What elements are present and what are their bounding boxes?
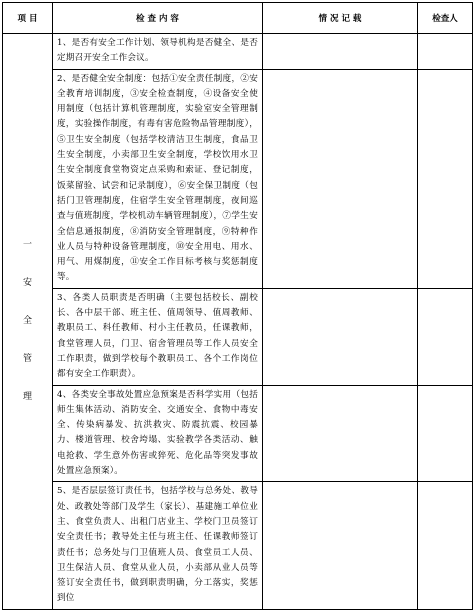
check-item-4: 4、各类安全事故处置应急预案是否科学实用（包括师生集体活动、消防安全、交通安全、食物中毒安全、传染病暴发、抗洪救灾、防震抗震、校园暴力、楼道管理、校舍垮塌、实验教学各类活动、触电抢救、学生意外伤害或猝死、危化品等突发事故处置应急预案）。 — [53, 385, 263, 482]
inspector-cell-3[interactable] — [418, 288, 473, 385]
check-item-3: 3、各类人员职责是否明确（主要包括校长、副校长、各中层干部、班主任、值周领导、值周教师、教职员工、科任教师、村小主任教员，任课教师，食堂管理人员，门卫、宿舍管理员等工作人员安全工作职责，做到学校每个教职员工、各个工作岗位都有安全工作职责）。 — [53, 288, 263, 385]
project-char: 一 — [22, 240, 32, 251]
header-project: 项 目 — [3, 3, 53, 34]
table-row — [3, 34, 473, 70]
inspection-table — [2, 2, 473, 610]
table-row — [3, 288, 473, 385]
header-record: 情 况 记 载 — [263, 3, 418, 34]
project-char: 管 — [22, 354, 32, 365]
project-title — [23, 226, 32, 416]
inspector-cell-4[interactable] — [418, 385, 473, 482]
header-row — [3, 3, 473, 34]
project-cell — [3, 34, 53, 610]
table-row — [3, 385, 473, 482]
inspector-cell-1[interactable] — [418, 34, 473, 70]
record-cell-1[interactable] — [263, 34, 418, 70]
record-cell-3[interactable] — [263, 288, 418, 385]
record-cell-2[interactable] — [263, 69, 418, 288]
project-char: 安 — [22, 278, 32, 289]
project-char: 全 — [22, 316, 32, 327]
header-check-content: 检 查 内 容 — [53, 3, 263, 34]
table-row — [3, 482, 473, 609]
table-row — [3, 69, 473, 288]
inspector-cell-2[interactable] — [418, 69, 473, 288]
record-cell-5[interactable] — [263, 482, 418, 609]
check-item-5: 5、是否层层签订责任书，包括学校与总务处、教导处、政教处等部门及学生（家长）、基建施工单位业主、食堂负责人、出租门店业主、学校门卫员签订安全责任书；教导处主任与班主任、任课教师签订责任书；总务处与门卫值班人员、食堂员工人员、卫生保洁人员、食堂从业人员，小卖部从业人员等签订安全责任书，做到职责明确，分工落实，奖惩到位 — [53, 482, 263, 609]
record-cell-4[interactable] — [263, 385, 418, 482]
project-char: 理 — [22, 392, 32, 403]
check-item-1: 1、是否有安全工作计划、领导机构是否健全、是否定期召开安全工作会议。 — [53, 34, 263, 70]
inspector-cell-5[interactable] — [418, 482, 473, 609]
check-item-2: 2、是否健全安全制度：包括①安全责任制度，②安全教育培训制度，③安全检查制度，④设备安全使用制度（包括计算机管理制度，实验室安全管理制度，实验操作制度，有毒有害危险物品管理制度），⑤卫生安全制度（包括学校清洁卫生制度，食品卫生安全制度，小卖部卫生安全制度，学校饮用水卫生安全制度食堂物资定点采购和索证、登记制度，饭菜留验、试尝和记录制度），⑥安全保卫制度（包括门卫管理制度，住宿学生安全管理制度，夜间巡查与值班制度，学校机动车辆管理制度），⑦学生安全信息通报制度，⑧消防安全管理制度，⑨特种作业人员与特种设备管理制度，⑩安全用电、用水、用气、用煤制度，⑪安全工作目标考核与奖惩制度等。 — [53, 69, 263, 288]
header-inspector: 检查人 — [418, 3, 473, 34]
